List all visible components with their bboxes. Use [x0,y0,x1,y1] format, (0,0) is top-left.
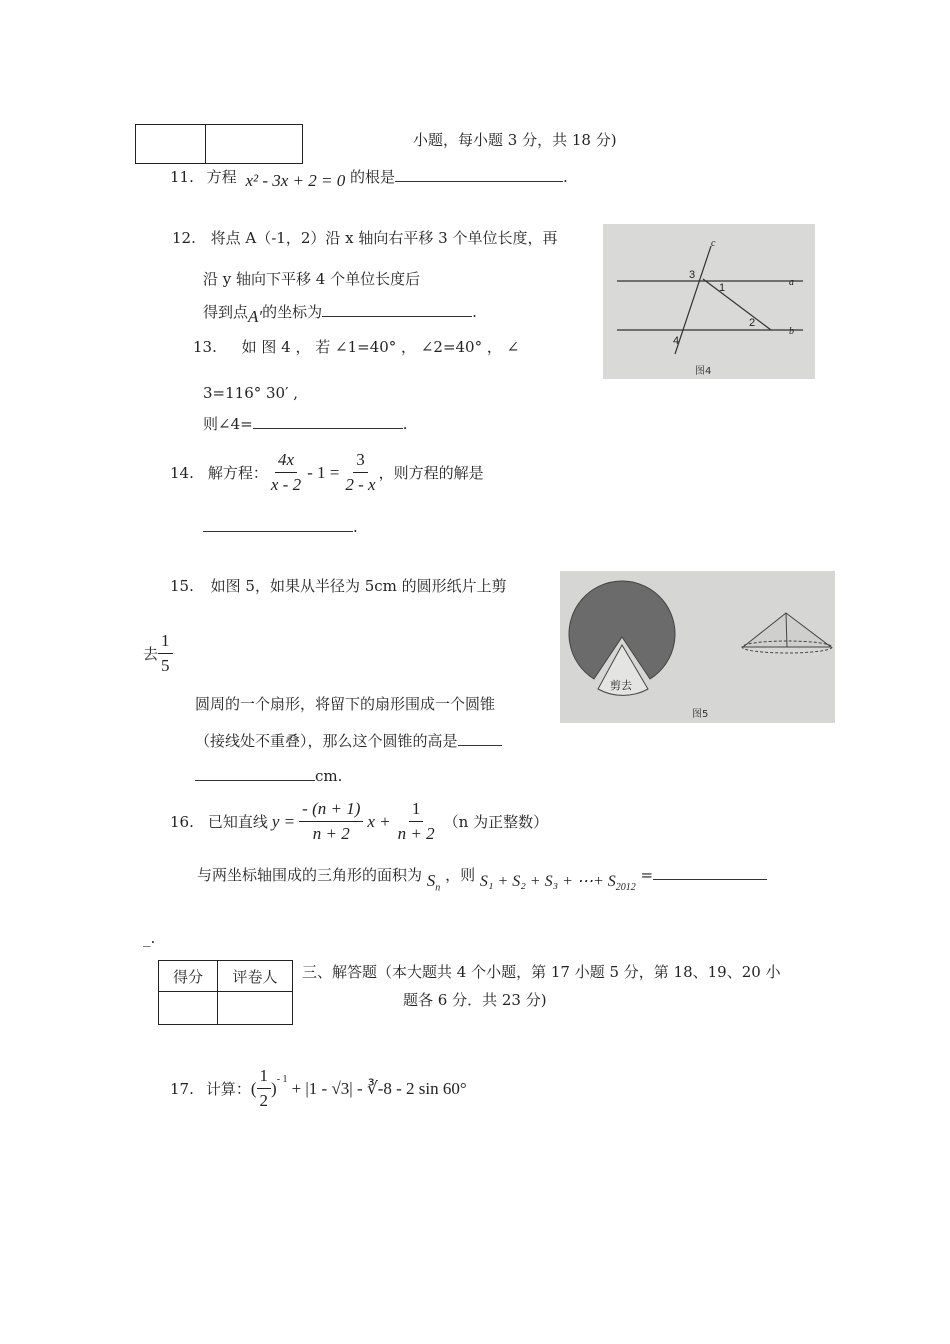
q16-sn [426,871,441,894]
fig4-caption: 图4 [695,366,712,377]
q13-number: 13. [193,338,217,356]
q17-pre: 计算： [205,1079,251,1098]
figure-5-drawing [560,571,835,723]
q16-fraction-1 [299,799,363,844]
fig4-label-3: 3 [689,269,696,281]
q15-answer-blank-2 [195,766,315,781]
q13-line3 [203,414,407,434]
q12-line3 [203,302,477,326]
q17-paren-open: ( [250,1078,257,1098]
q16-frac2-den: n + 2 [397,824,435,843]
q15-line1: 如图 5，如果从半径为 5cm 的圆形纸片上剪 [210,577,507,595]
score-label: 得分 [159,961,218,992]
fig4-label-2: 2 [749,317,756,329]
q11-equation: x² - 3x + 2 = 0 [245,171,346,190]
q15-line5 [195,766,342,786]
q16-sn-letter: S [426,871,436,890]
q16-x: x + [367,811,391,831]
q17-frac-den: 2 [259,1091,269,1110]
q11-answer-blank [395,167,563,182]
score-entry-cell [159,992,218,1025]
q14-post: ，则方程的解是 [378,463,484,482]
q16-frac1-num: - (n + 1) [299,799,363,822]
q17-fraction [257,1066,272,1111]
q15-answer-blank-1 [458,731,502,746]
q14-fraction-1 [268,450,304,495]
section3-title-line2: 题各 6 分．共 23 分) [403,991,547,1009]
q11-post: 的根是 [350,168,396,186]
q14-pre: 解方程： [207,463,268,482]
q12-line3-post: 的坐标为 [262,303,323,321]
section2-header: 小题，每小题 3 分，共 18 分) [413,131,617,149]
q16-note: （n 为正整数） [443,812,549,831]
question-13-line1 [193,337,519,357]
q15-number: 15. [170,577,194,595]
q13-answer-blank [253,414,403,429]
q12-line2: 沿 y 轴向下平移 4 个单位长度后 [203,270,421,288]
score-box-section3 [158,960,293,1025]
q16-line2 [197,865,767,892]
score-cell [136,125,206,164]
q15-line3: 圆周的一个扇形，将留下的扇形围成一个圆锥 [195,695,496,713]
figure-5 [560,571,835,723]
question-17 [170,1066,467,1111]
fig5-cut-label: 剪去 [610,679,632,692]
q15-line2-pre: 去 [143,644,159,663]
q14-frac1-den: x - 2 [270,475,302,494]
q13-end: . [402,415,408,433]
q11-number: 11. [170,168,194,186]
question-12-line1 [172,228,557,248]
q13-line3-pre: 则∠4= [203,415,253,433]
q15-line4-text: （接线处不重叠），那么这个圆锥的高是 [195,732,458,750]
q15-frac-num: 1 [158,631,173,654]
fig4-label-c: c [711,238,716,249]
q17-paren-close: ) [271,1078,277,1098]
score-box-top [135,124,303,164]
fig4-label-b: b [789,326,794,337]
q16-line2-mid: ，则 [445,866,476,884]
q12-end: . [472,303,477,321]
q16-line2-pre: 与两坐标轴围成的三角形的面积为 [197,866,423,884]
q14-frac2-num: 3 [353,450,368,473]
q16-frac1-den: n + 2 [312,824,350,843]
question-16-line1 [170,799,548,844]
figure-4 [603,224,815,379]
fig5-caption: 图5 [692,709,709,720]
fig4-label-a: a [789,277,794,288]
q16-eq: = [640,866,654,884]
q14-mid: - 1 = [307,462,340,482]
q14-end: . [353,518,358,536]
question-15-line1 [170,576,507,596]
q12-answer-blank [322,302,472,317]
q12-line3-pre: 得到点 [203,303,249,321]
q11-end: . [563,168,568,186]
q17-number: 17. [170,1079,194,1098]
q16-sn-sub: n [435,882,441,894]
q14-fraction-2 [342,450,378,495]
section3-title-line1: 三、解答题（本大题共 4 个小题，第 17 小题 5 分，第 18、19、20 小 [302,963,781,981]
question-11 [170,167,568,190]
q15-line4 [195,731,502,751]
q16-frac2-num: 1 [409,799,424,822]
grader-entry-cell [218,992,293,1025]
q14-frac1-num: 4x [275,450,297,473]
q14-answer-line [203,517,358,537]
q13-line1: 如 图 4 ， 若 ∠1=40° ， ∠2=40° ， ∠ [241,338,520,356]
q16-sum-text: S₁ + S₂ + S₃ + ⋯+ S [479,873,616,890]
q15-line2 [143,631,173,676]
q16-fraction-2 [395,799,438,844]
q14-number: 14. [170,463,194,482]
q13-line2: 3=116° 30′ , [203,384,299,402]
q16-number: 16. [170,812,194,831]
q12-number: 12. [172,229,196,247]
fig4-label-1: 1 [719,282,726,294]
q15-unit: cm. [315,767,343,785]
q17-exponent: - 1 [276,1073,288,1085]
q15-fraction [158,631,173,676]
q11-pre: 方程 [206,168,237,186]
q17-frac-num: 1 [257,1066,272,1089]
grader-cell [206,125,303,164]
fig4-label-4: 4 [673,335,680,347]
grader-label: 评卷人 [218,961,293,992]
q16-y: y = [271,811,296,831]
q14-frac2-den: 2 - x [345,475,376,494]
q15-frac-den: 5 [161,656,170,675]
q16-sum-sub: 2012 [615,882,636,894]
q14-answer-blank [203,517,353,532]
q16-tail: _. [143,929,156,947]
q16-answer-blank [653,865,767,880]
q12-line1: 将点 A（-1，2）沿 x 轴向右平移 3 个单位长度，再 [210,229,558,247]
figure-4-drawing [603,224,815,379]
q16-pre: 已知直线 [207,812,268,831]
question-14 [170,450,484,495]
q17-expression: + |1 - √3| - ∛-8 - 2 sin 60° [291,1078,467,1098]
q16-sum [479,873,636,894]
q12-point: A′ [248,307,263,326]
